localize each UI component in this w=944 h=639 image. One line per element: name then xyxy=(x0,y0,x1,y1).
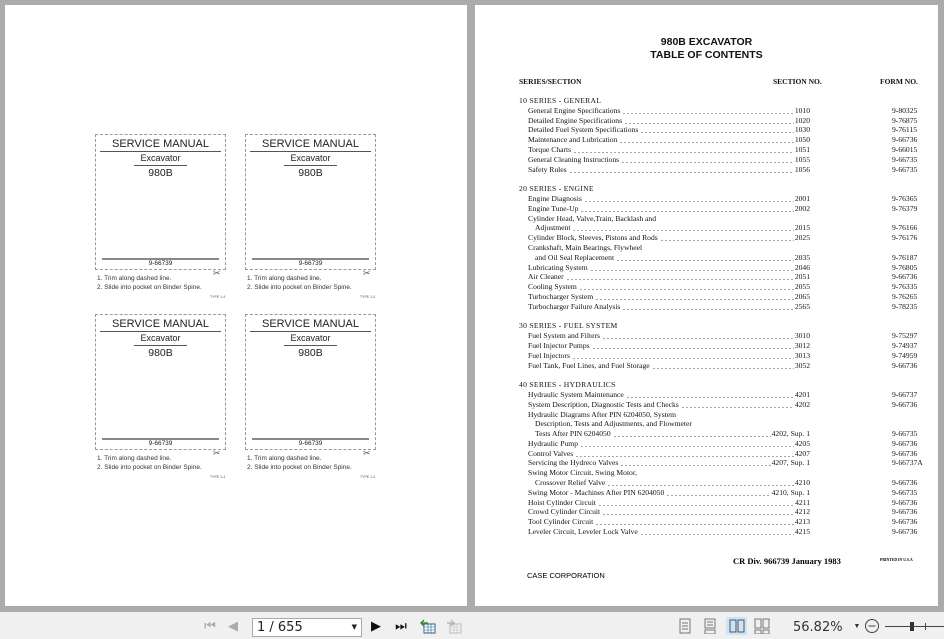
form-number: 9-76265 xyxy=(892,291,918,301)
form-number: 9-76379 xyxy=(892,203,918,213)
instruction-2: 2. Slide into pocket on Binder Spine. xyxy=(247,463,352,471)
entry-title: Engine Tune-Up xyxy=(528,203,579,213)
toc-entry[interactable] xyxy=(519,292,939,302)
toc-entry[interactable] xyxy=(519,302,939,312)
series-heading: 20 SERIES - ENGINE xyxy=(519,184,594,194)
card-subtitle: Excavator xyxy=(290,333,331,343)
toc-entry[interactable] xyxy=(519,488,939,498)
entry-title: Detailed Fuel System Specifications xyxy=(528,125,639,135)
entry-title: Description, Tests and Adjustments, and Flowmeter xyxy=(535,419,692,429)
entry-title: Swing Motor - Machines After PIN 6204050 xyxy=(528,487,665,497)
entry-title: and Oil Seal Replacement xyxy=(535,252,615,262)
entry-title: Fuel Tank, Fuel Lines, and Fuel Storage xyxy=(528,360,650,370)
chevron-down-icon[interactable]: ▼ xyxy=(351,623,357,631)
series-heading: 40 SERIES - HYDRAULICS xyxy=(519,380,616,390)
toc-entry[interactable] xyxy=(519,263,939,273)
card-form-number: 9-66739 xyxy=(298,260,323,267)
card-form-number: 9-66739 xyxy=(148,260,173,267)
divider xyxy=(284,345,337,346)
entry-title: System Description, Diagnostic Tests and Checks xyxy=(528,399,679,409)
toc-entry[interactable] xyxy=(519,351,939,361)
entry-title: Control Valves xyxy=(528,448,574,458)
two-page-continuous-icon[interactable] xyxy=(754,617,770,635)
toc-entry[interactable] xyxy=(519,282,939,292)
toc-title: 980B EXCAVATOR xyxy=(660,36,753,48)
entry-title: Air Cleaner xyxy=(528,272,564,282)
dot-leader xyxy=(592,341,794,351)
section-number: 2002 xyxy=(794,203,810,213)
form-number: 9-66737A xyxy=(892,458,923,468)
entry-title: Turbocharger System xyxy=(528,291,594,301)
entry-title: Hydraulic Diagrams After PIN 6204050, System xyxy=(528,409,677,419)
entry-title: Crowd Cylinder Circuit xyxy=(528,507,601,517)
entry-title: Tool Cylinder Circuit xyxy=(528,517,594,527)
form-number: 9-76187 xyxy=(892,252,918,262)
toc-entry[interactable] xyxy=(519,361,939,371)
form-number: 9-76166 xyxy=(892,223,918,233)
form-number: 9-66736 xyxy=(892,478,918,488)
section-number: 3052 xyxy=(794,360,810,370)
card-model: 980B xyxy=(298,347,323,359)
card-subtitle: Excavator xyxy=(140,153,181,163)
section-number: 1020 xyxy=(794,115,810,125)
card-title: SERVICE MANUAL xyxy=(112,318,209,330)
entry-title: Hydraulic Pump xyxy=(528,438,578,448)
entry-title: Cylinder Head, Valve,Train, Backlash and xyxy=(528,213,657,223)
dot-leader xyxy=(580,204,793,214)
toc-entry[interactable] xyxy=(519,194,939,204)
toc-entry[interactable] xyxy=(519,449,939,459)
form-number: 9-66736 xyxy=(892,507,918,517)
trim-instructions xyxy=(97,455,202,472)
form-number: 9-66736 xyxy=(892,360,918,370)
company-name: CASE CORPORATION xyxy=(527,571,605,580)
section-number: 4211 xyxy=(795,497,810,507)
instruction-2: 2. Slide into pocket on Binder Spine. xyxy=(97,283,202,291)
dot-leader xyxy=(569,165,794,175)
form-number: 9-74959 xyxy=(892,350,918,360)
form-number: 9-76176 xyxy=(892,233,918,243)
section-number: 1051 xyxy=(794,144,810,154)
left-page xyxy=(5,5,467,606)
entry-title: General Cleaning Instructions xyxy=(528,154,620,164)
toc-entry[interactable] xyxy=(519,204,939,214)
toc-entry[interactable] xyxy=(519,135,939,145)
scissors-icon: ✂ xyxy=(213,268,221,278)
form-number: 9-66736 xyxy=(892,448,918,458)
entry-title: Crankshaft, Main Bearings, Flywheel xyxy=(528,242,643,252)
dot-leader xyxy=(584,194,794,204)
toc-entry[interactable] xyxy=(519,155,939,165)
form-number: 9-74937 xyxy=(892,340,918,350)
section-number: 2565 xyxy=(794,301,810,311)
card-title: SERVICE MANUAL xyxy=(262,318,359,330)
section-number: 3010 xyxy=(794,331,810,341)
zoom-dropdown-icon[interactable]: ▼ xyxy=(853,622,861,630)
series-heading: 10 SERIES - GENERAL xyxy=(519,96,602,105)
form-number: 9-76335 xyxy=(892,282,918,292)
section-number: 2001 xyxy=(794,193,810,203)
dot-leader xyxy=(595,292,794,302)
dot-leader xyxy=(640,125,794,135)
dot-leader xyxy=(602,507,794,517)
next-view-icon[interactable] xyxy=(445,617,463,635)
toc-entry[interactable] xyxy=(519,331,939,341)
entry-title: Maintenance and Lubrication xyxy=(528,135,618,145)
previous-view-icon[interactable] xyxy=(419,617,437,635)
form-number: 9-76875 xyxy=(892,115,918,125)
form-number: 9-66735 xyxy=(892,164,918,174)
entry-title: Cooling System xyxy=(528,282,577,292)
instruction-1: 1. Trim along dashed line. xyxy=(97,275,172,282)
instruction-1: 1. Trim along dashed line. xyxy=(247,455,322,462)
form-number: 9-80325 xyxy=(892,105,918,115)
section-number: 1030 xyxy=(794,125,810,135)
spine-label-card xyxy=(245,314,376,450)
trim-instructions xyxy=(247,275,352,292)
section-number: 4215 xyxy=(794,527,810,537)
type-label: TYPE 1-4 xyxy=(210,295,226,299)
scissors-icon: ✂ xyxy=(213,448,221,458)
card-subtitle: Excavator xyxy=(290,153,331,163)
zoom-slider[interactable] xyxy=(885,626,944,627)
spine-label-card xyxy=(245,134,376,270)
dot-leader xyxy=(616,253,794,263)
entry-title: Fuel System and Filters xyxy=(528,331,600,341)
instruction-2: 2. Slide into pocket on Binder Spine. xyxy=(247,283,352,291)
two-page-view-icon[interactable] xyxy=(726,617,747,635)
section-number: 4210, Sup. 1 xyxy=(771,487,810,497)
last-page-button[interactable]: ⏭ xyxy=(395,618,407,633)
continuous-view-icon[interactable] xyxy=(702,617,718,635)
zoom-level[interactable]: 56.82% xyxy=(793,620,843,635)
section-number: 1055 xyxy=(794,154,810,164)
section-number: 2055 xyxy=(794,282,810,292)
section-number: 4213 xyxy=(794,517,810,527)
toc-entry[interactable] xyxy=(519,106,939,116)
form-number: 9-78235 xyxy=(892,301,918,311)
instruction-1: 1. Trim along dashed line. xyxy=(97,455,172,462)
divider xyxy=(134,345,187,346)
scissors-icon: ✂ xyxy=(363,268,371,278)
footer-code: CR Div. 966739 January 1983 xyxy=(733,556,841,566)
toc-series-group xyxy=(519,96,939,174)
toc-entry[interactable] xyxy=(519,400,939,410)
instruction-2: 2. Slide into pocket on Binder Spine. xyxy=(97,463,202,471)
zoom-out-icon[interactable] xyxy=(864,617,880,635)
dot-leader xyxy=(681,400,794,410)
dot-leader xyxy=(624,116,794,126)
form-number: 9-66735 xyxy=(892,154,918,164)
dot-leader xyxy=(566,272,794,282)
entry-title: Safety Rules xyxy=(528,164,567,174)
series-heading: 30 SERIES - FUEL SYSTEM xyxy=(519,321,618,331)
dot-leader xyxy=(607,478,794,488)
zoom-slider-tick xyxy=(925,623,926,630)
entry-title: Servicing the Hydreco Valves xyxy=(528,458,619,468)
section-number: 1010 xyxy=(794,105,810,115)
divider xyxy=(100,331,221,332)
dot-leader xyxy=(572,351,794,361)
entry-title: General Engine Specifications xyxy=(528,105,621,115)
toc-entry[interactable] xyxy=(519,272,939,282)
form-number: 9-66736 xyxy=(892,399,918,409)
section-number: 4201 xyxy=(794,389,810,399)
previous-page-button[interactable]: ◀ xyxy=(228,618,238,633)
page-number-value: 1 / 655 xyxy=(257,620,303,635)
trim-instructions xyxy=(97,275,202,292)
form-number: 9-66736 xyxy=(892,438,918,448)
toc-series-group xyxy=(519,321,939,370)
entry-title: Crossover Relief Valve xyxy=(535,478,606,488)
dot-leader xyxy=(666,488,770,498)
divider xyxy=(250,151,371,152)
section-number: 2046 xyxy=(794,262,810,272)
toc-subtitle: TABLE OF CONTENTS xyxy=(650,49,763,61)
form-number: 9-66736 xyxy=(892,527,918,537)
viewer-toolbar xyxy=(0,612,944,639)
section-number: 4205 xyxy=(794,438,810,448)
dot-leader xyxy=(590,263,794,273)
form-number: 9-66737 xyxy=(892,389,918,399)
section-number: 4202, Sup. 1 xyxy=(771,429,810,439)
card-subtitle: Excavator xyxy=(140,333,181,343)
form-number: 9-66736 xyxy=(892,517,918,527)
dot-leader xyxy=(595,517,794,527)
entry-title: Adjustment xyxy=(535,223,571,233)
dot-leader xyxy=(572,223,793,233)
entry-title: Hydraulic System Maintenance xyxy=(528,389,624,399)
section-number: 1050 xyxy=(794,135,810,145)
toc-entry[interactable] xyxy=(519,419,939,429)
entry-title: Detailed Engine Specifications xyxy=(528,115,623,125)
form-number: 9-75297 xyxy=(892,331,918,341)
spine-label-card xyxy=(95,134,226,270)
form-number: 9-66736 xyxy=(892,135,918,145)
toc-entry[interactable] xyxy=(519,233,939,243)
section-number: 2015 xyxy=(794,223,810,233)
divider xyxy=(250,331,371,332)
divider xyxy=(134,165,187,166)
toc-entry[interactable] xyxy=(519,253,939,263)
dot-leader xyxy=(626,390,794,400)
zoom-slider-thumb[interactable] xyxy=(910,622,914,631)
section-number: 4210 xyxy=(794,478,810,488)
spine-label-card xyxy=(95,314,226,450)
form-number: 9-66735 xyxy=(892,429,918,439)
dot-leader xyxy=(598,498,794,508)
dot-leader xyxy=(602,331,794,341)
card-form-number: 9-66739 xyxy=(148,440,173,447)
toc-entry[interactable] xyxy=(519,341,939,351)
form-number: 9-66736 xyxy=(892,272,918,282)
entry-title: Turbocharger Failure Analysis xyxy=(528,301,621,311)
card-title: SERVICE MANUAL xyxy=(262,138,359,150)
toc-entry[interactable] xyxy=(519,214,939,224)
entry-title: Fuel Injectors xyxy=(528,350,570,360)
toc-series-group xyxy=(519,380,939,537)
card-model: 980B xyxy=(298,167,323,179)
divider xyxy=(100,151,221,152)
table-of-contents xyxy=(519,96,939,547)
toc-series-group xyxy=(519,184,939,311)
toc-entry[interactable] xyxy=(519,507,939,517)
dot-leader xyxy=(579,282,794,292)
entry-title: Swing Motor Circuit, Swing Motor, xyxy=(528,468,637,478)
form-number: 9-66735 xyxy=(892,487,918,497)
dot-leader xyxy=(613,429,771,439)
entry-title: Leveler Circuit, Leveler Lock Valve xyxy=(528,527,638,537)
dot-leader xyxy=(575,449,794,459)
dot-leader xyxy=(620,458,770,468)
form-number: 9-76365 xyxy=(892,193,918,203)
toc-entry[interactable] xyxy=(519,223,939,233)
section-number: 1056 xyxy=(794,164,810,174)
entry-title: Hoist Cylinder Circuit xyxy=(528,497,596,507)
card-model: 980B xyxy=(148,347,173,359)
dot-leader xyxy=(652,361,794,371)
section-number: 4207 xyxy=(794,448,810,458)
dot-leader xyxy=(660,233,794,243)
card-form-number: 9-66739 xyxy=(298,440,323,447)
header-form: FORM NO. xyxy=(880,77,918,86)
entry-title: Cylinder Block, Sleeves, Pistons and Rods xyxy=(528,233,658,243)
dot-leader xyxy=(580,439,794,449)
type-label: TYPE 1-4 xyxy=(360,295,376,299)
toc-entry[interactable] xyxy=(519,498,939,508)
entry-title: Engine Diagnosis xyxy=(528,193,582,203)
entry-title: Torque Charts xyxy=(528,144,572,154)
page-number-input[interactable] xyxy=(252,618,362,637)
toc-entry[interactable] xyxy=(519,478,939,488)
right-page xyxy=(475,5,938,606)
entry-title: Tests After PIN 6204050 xyxy=(535,429,611,439)
card-title: SERVICE MANUAL xyxy=(112,138,209,150)
toc-entry[interactable] xyxy=(519,527,939,537)
form-number: 9-76115 xyxy=(892,125,918,135)
section-number: 2035 xyxy=(794,252,810,262)
trim-instructions xyxy=(247,455,352,472)
toc-entry[interactable] xyxy=(519,243,939,253)
card-model: 980B xyxy=(148,167,173,179)
type-label: TYPE 1-4 xyxy=(210,475,226,479)
toc-entry[interactable] xyxy=(519,390,939,400)
toc-entry[interactable] xyxy=(519,458,939,468)
header-section: SECTION NO. xyxy=(773,77,822,86)
toc-entry[interactable] xyxy=(519,145,939,155)
form-number: 9-66736 xyxy=(892,497,918,507)
dot-leader xyxy=(622,106,793,116)
type-label: TYPE 1-4 xyxy=(360,475,376,479)
section-number: 2051 xyxy=(794,272,810,282)
single-page-view-icon[interactable] xyxy=(677,617,693,635)
toc-entry[interactable] xyxy=(519,429,939,439)
toc-entry[interactable] xyxy=(519,439,939,449)
form-number: 9-66015 xyxy=(892,144,918,154)
section-number: 2025 xyxy=(794,233,810,243)
dot-leader xyxy=(621,155,794,165)
toc-entry[interactable] xyxy=(519,517,939,527)
dot-leader xyxy=(573,145,794,155)
entry-title: Fuel Injector Pumps xyxy=(528,340,590,350)
scissors-icon: ✂ xyxy=(363,448,371,458)
header-series: SERIES/SECTION xyxy=(519,77,582,86)
section-number: 2065 xyxy=(794,291,810,301)
entry-title: Lubricating System xyxy=(528,262,588,272)
section-number: 4207, Sup. 1 xyxy=(771,458,810,468)
toc-entry[interactable] xyxy=(519,468,939,478)
instruction-1: 1. Trim along dashed line. xyxy=(247,275,322,282)
dot-leader xyxy=(619,135,793,145)
printed-label: PRINTED IN U.S.A xyxy=(880,558,913,562)
first-page-button[interactable]: ⏮ xyxy=(204,618,216,633)
section-number: 4212 xyxy=(794,507,810,517)
toc-entry[interactable] xyxy=(519,165,939,175)
toc-entry[interactable] xyxy=(519,116,939,126)
section-number: 4202 xyxy=(794,399,810,409)
dot-leader xyxy=(622,302,793,312)
section-number: 3013 xyxy=(794,350,810,360)
section-number: 3012 xyxy=(794,340,810,350)
toc-entry[interactable] xyxy=(519,410,939,420)
dot-leader xyxy=(640,527,794,537)
next-page-button[interactable]: ▶ xyxy=(371,618,381,633)
divider xyxy=(284,165,337,166)
form-number: 9-76805 xyxy=(892,262,918,272)
toc-entry[interactable] xyxy=(519,125,939,135)
